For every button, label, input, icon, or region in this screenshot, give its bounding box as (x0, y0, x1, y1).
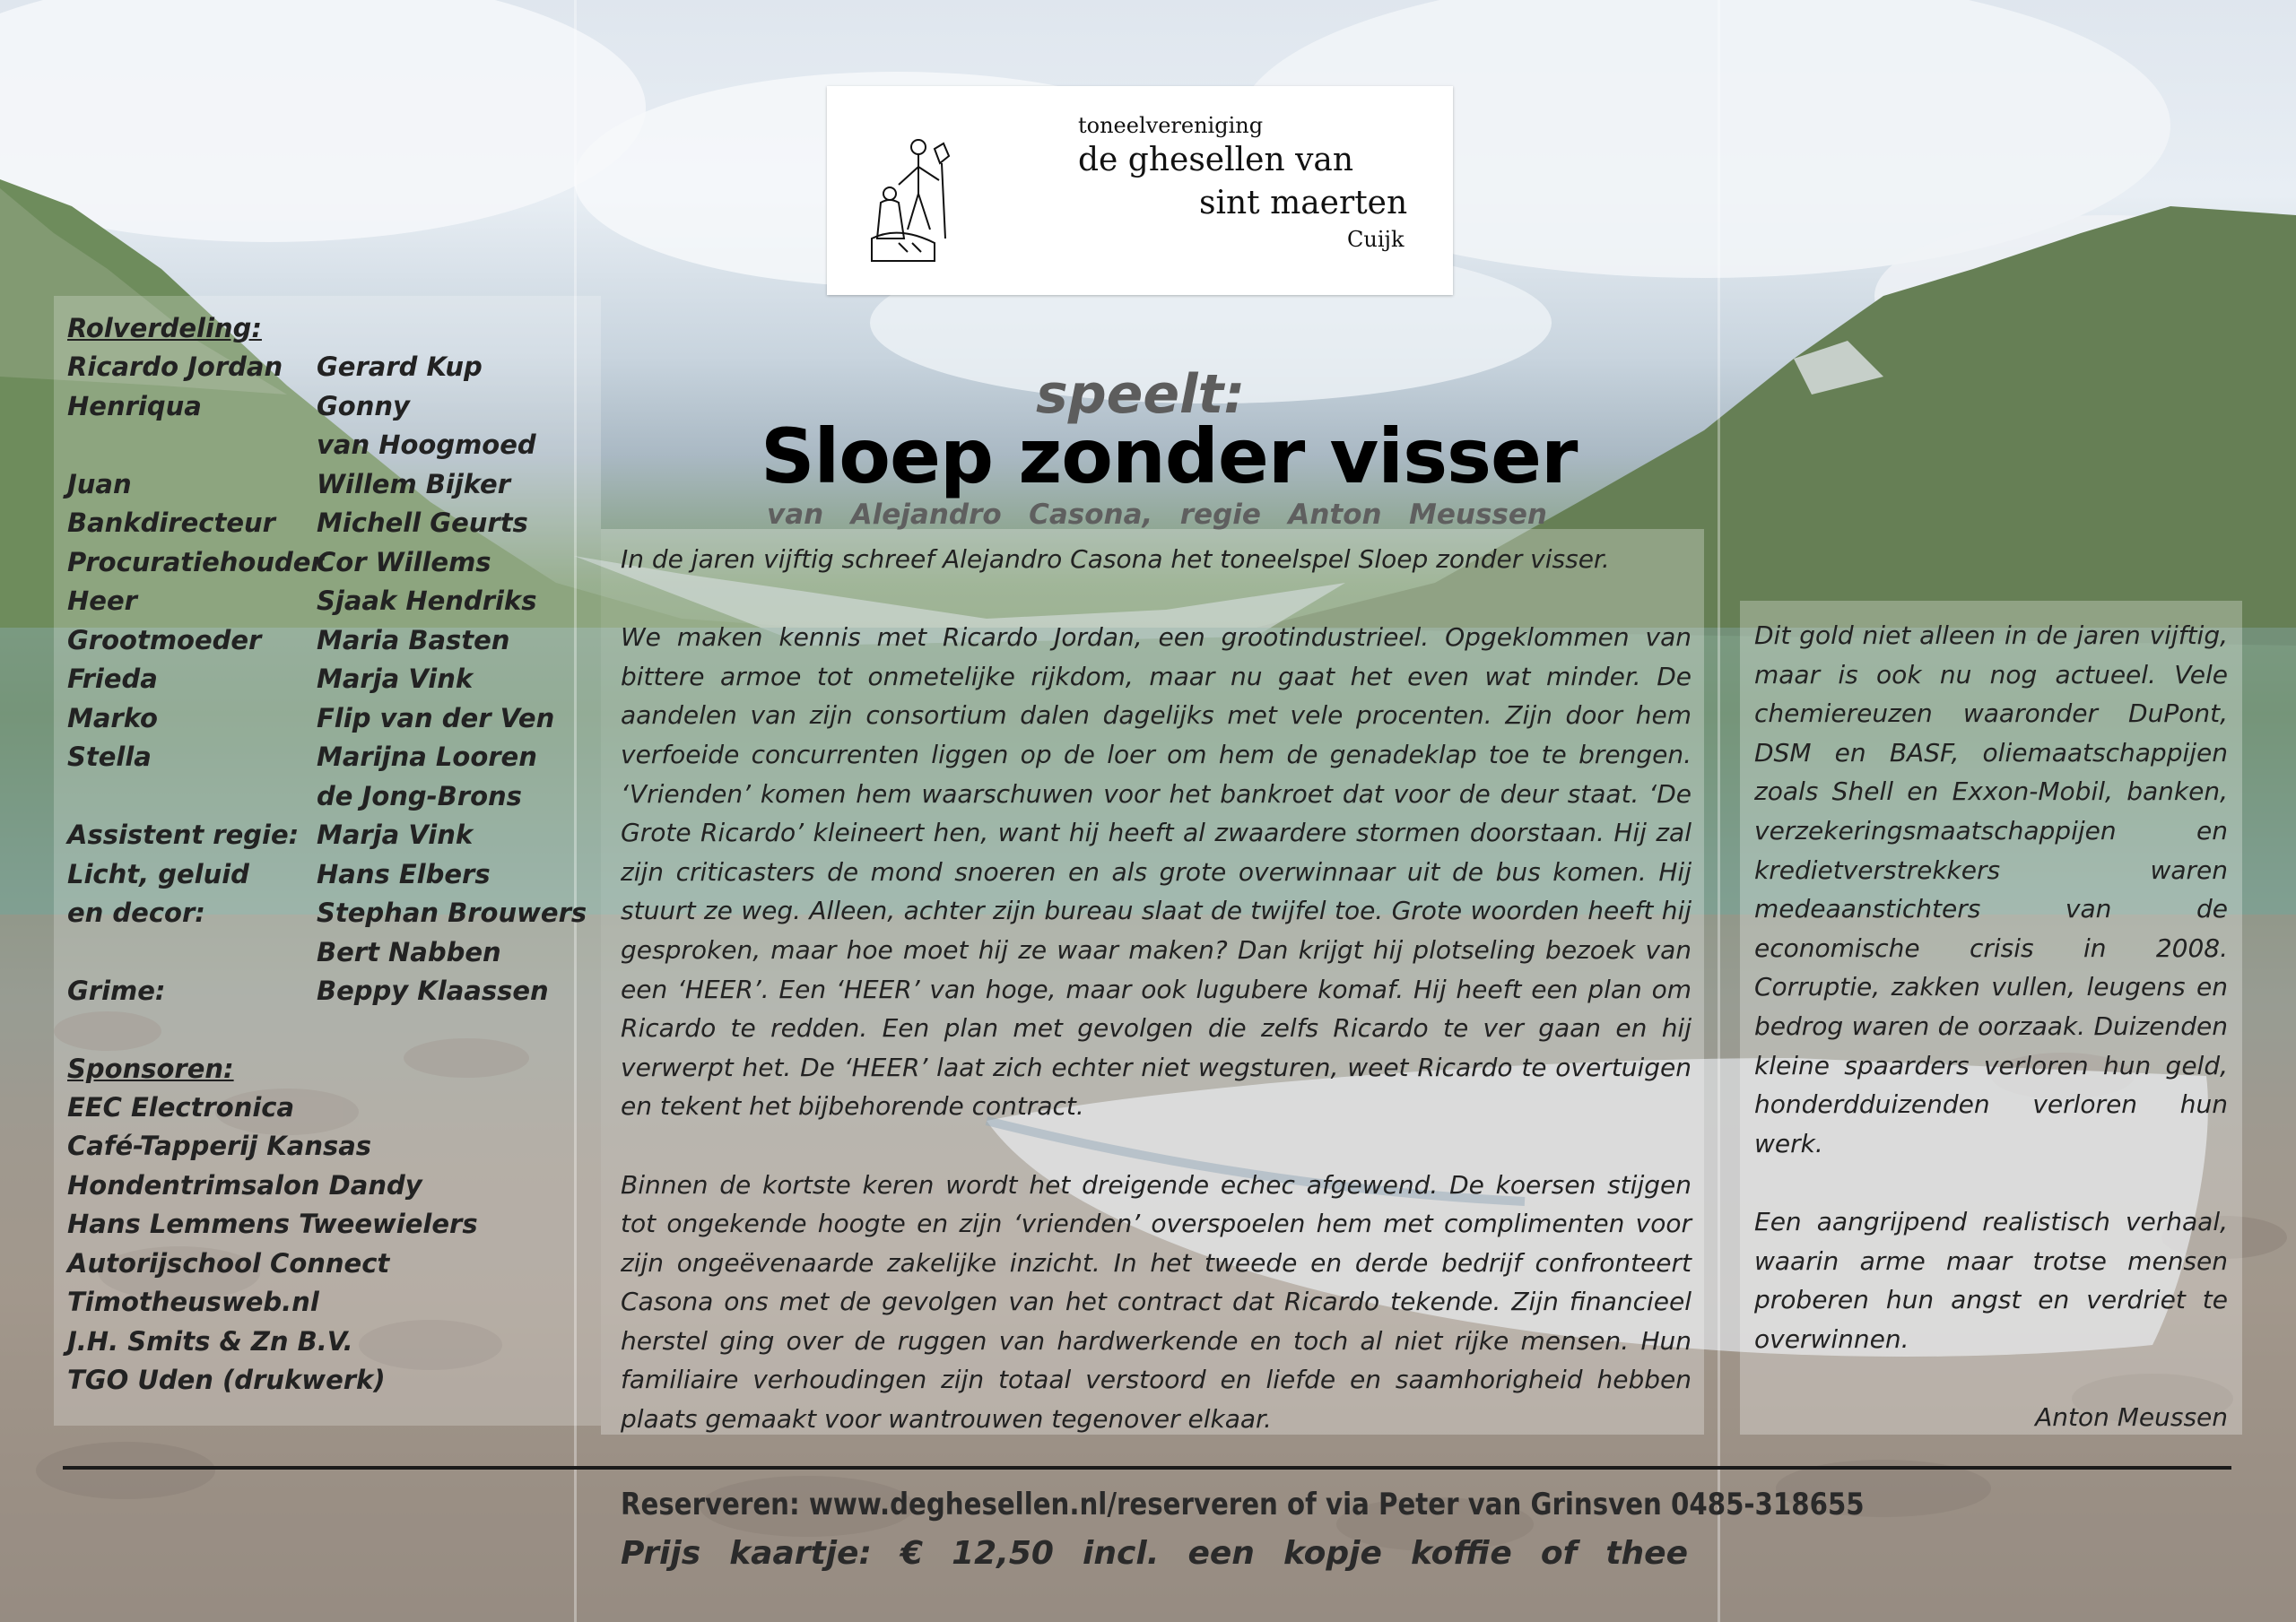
sponsor-item: Autorijschool Connect (67, 1247, 390, 1279)
cast-actor: Sjaak Hendriks (317, 585, 537, 616)
cast-row (67, 387, 605, 465)
cast-row (67, 543, 605, 583)
story-paragraph: Binnen de kortste keren wordt het dreigende echec afgewend. De koersen stijgen tot ongekende hoogte en zijn ‘vrienden’ overspoelen hem met complimenten voor zijn ongeëvenaarde zakelijke inzicht. In het tweede en derde bedrijf confronteert Casona ons met de gevolgen van het contract dat Ricardo tekende. Zijn financieel herstel ging over de ruggen van hardwerkende en toch al niet rijke mensen. Hun familiaire verhoudingen zijn totaal verstoord en liefde en saamhorigheid hebben plaats gemaakt voor wantrouwen tegenover elkaar. (621, 1169, 1692, 1435)
cast-list (67, 309, 605, 1401)
performers-illustration (863, 131, 961, 265)
divider (63, 1466, 2231, 1470)
reservation-info: Reserveren: www.deghesellen.nl/reserveren of via Peter van Grinsven 0485-318655 (621, 1487, 1865, 1522)
speelt-label: speelt: (1036, 363, 1246, 426)
cast-actor: Flip van der Ven (317, 702, 555, 733)
cast-row (67, 582, 605, 621)
byline-word: Meussen (1409, 499, 1547, 531)
price-word: incl. (1083, 1535, 1160, 1572)
price-word: Prijs (621, 1535, 701, 1572)
cast-role: Stella (67, 742, 152, 772)
sponsors-heading: Sponsoren: (67, 1053, 234, 1084)
fold-line (1718, 0, 1720, 1622)
cast-actor: Willem Bijker (317, 468, 510, 499)
sponsor-item: TGO Uden (drukwerk) (67, 1365, 386, 1395)
crew-row (67, 816, 605, 855)
cast-actor: Michell Geurts (317, 507, 528, 538)
cast-actor: Cor Willems (317, 546, 491, 577)
ticket-price (621, 1535, 1688, 1572)
byline-word: regie (1179, 499, 1261, 531)
logo-subtitle: toneelvereniging (1078, 113, 1264, 138)
author-signature: Anton Meussen (2035, 1401, 2228, 1432)
sponsor-item: Café-Tapperij Kansas (67, 1131, 372, 1161)
crew-row (67, 855, 605, 973)
cast-heading: Rolverdeling: (67, 313, 262, 343)
cast-row (67, 621, 605, 661)
price-word: € (900, 1535, 924, 1572)
story-intro: In de jaren vijftig schreef Alejandro Casona het toneelspel Sloep zonder visser. (621, 544, 1610, 574)
price-word: of (1540, 1535, 1578, 1572)
cast-actor: Marijna Looren de Jong-Brons (317, 742, 537, 811)
sponsor-item: Timotheusweb.nl (67, 1287, 319, 1317)
crew-member: Marja Vink (317, 820, 474, 850)
byline (767, 499, 1547, 531)
price-word: thee (1605, 1535, 1688, 1572)
logo-city: Cuijk (1347, 227, 1405, 252)
commentary-paragraph: Dit gold niet alleen in de jaren vijftig, maar is ook nu nog actueel. Vele chemiereuzen waaronder DuPont, DSM en BASF, oliemaatschappijen zoals Shell en Exxon-Mobil, banken, verzekeringsmaatschappijen en kredietverstrekkers waren medeaanstichters van de economische crisis in 2008. Corruptie, zakken vullen, leugens en bedrog waren de oorzaak. Duizenden kleine spaarders verloren hun geld, honderdduizenden verloren hun werk. (1754, 620, 2228, 1158)
cast-row (67, 465, 605, 505)
byline-word: Casona, (1029, 499, 1153, 531)
sponsor-item: Hondentrimsalon Dandy (67, 1169, 422, 1201)
story-column (621, 540, 1692, 1439)
commentary-column (1754, 616, 2228, 1436)
logo-name-line1: de ghesellen van (1078, 142, 1354, 178)
byline-word: Alejandro (850, 499, 1002, 531)
cast-role: Frieda (67, 664, 158, 694)
price-word: een (1187, 1535, 1255, 1572)
story-paragraph: We maken kennis met Ricardo Jordan, een grootindustrieel. Opgeklommen van bittere armoe tot onmetelijke rijkdom, maar nu gaat het even wat minder. De aandelen van zijn consortium dalen dagelijks met vele procenten. Zijn door hem verfoeide concurrenten liggen op de loer om hem de genadeklap toe te brengen. ‘Vrienden’ komen hem waarschuwen voor het bankroet dat voor de deur staat. ‘De Grote Ricardo’ kleineert hen, want hij heeft al zwaardere stormen doorstaan. Hij zal zijn criticasters de mond snoeren en als grote overwinnaar uit de bus komen. Hij stuurt ze weg. Alleen, achter zijn bureau slaat de twijfel toe. Grote woorden heeft hij gesproken, maar hoe moet hij ze waar maken? Dan krijgt hij plotseling bezoek van een ‘HEER’. Een ‘HEER’ van hoge, maar ook lugubere komaf. Hij heeft een plan om Ricardo te redden. Een plan met gevolgen die zelfs Ricardo te ver gaan en hij verwerpt het. De ‘HEER’ laat zich echter niet wegsturen, weet Ricardo te overtuigen en tekent het bijbehorende contract. (621, 622, 1692, 1122)
crew-role: Licht, geluid en decor: (67, 858, 249, 928)
cast-actor: Marja Vink (317, 664, 474, 694)
crew-row (67, 972, 605, 1011)
cast-role: Procuratiehouder (67, 546, 324, 577)
cast-role: Grootmoeder (67, 624, 262, 655)
crew-role: Assistent regie: (67, 820, 300, 850)
cast-row (67, 699, 605, 739)
play-title: Sloep zonder visser (761, 412, 1578, 500)
sponsor-item: EEC Electronica (67, 1091, 295, 1123)
crew-role: Grime: (67, 976, 166, 1006)
byline-word: van (767, 499, 824, 531)
crew-member: Hans Elbers Stephan Brouwers Bert Nabben (317, 858, 587, 967)
sponsor-item: Hans Lemmens Tweewielers (67, 1209, 478, 1239)
cast-role: Henriqua (67, 390, 202, 421)
cast-role: Bankdirecteur (67, 507, 275, 538)
cast-actor: Gonny van Hoogmoed (317, 390, 536, 460)
byline-word: Anton (1288, 499, 1382, 531)
price-word: kopje (1283, 1535, 1382, 1572)
cast-role: Heer (67, 585, 137, 616)
cast-row (67, 348, 605, 387)
cast-role: Juan (67, 468, 132, 499)
cast-actor: Maria Basten (317, 624, 510, 655)
logo-name-line2: sint maerten (1199, 185, 1408, 221)
price-word: koffie (1411, 1535, 1512, 1572)
sponsor-item: J.H. Smits & Zn B.V. (67, 1325, 353, 1357)
cast-row (67, 504, 605, 543)
cast-actor: Gerard Kup (317, 351, 483, 382)
cast-row (67, 738, 605, 816)
commentary-paragraph: Een aangrijpend realistisch verhaal, waarin arme maar trotse mensen proberen hun angst en verdriet te overwinnen. (1754, 1206, 2228, 1354)
cast-role: Marko (67, 702, 158, 733)
logo-box (827, 86, 1453, 295)
crew-member: Beppy Klaassen (317, 976, 549, 1006)
price-word: 12,50 (952, 1535, 1054, 1572)
cast-role: Ricardo Jordan (67, 351, 283, 382)
price-word: kaartje: (729, 1535, 872, 1572)
cast-row (67, 660, 605, 699)
